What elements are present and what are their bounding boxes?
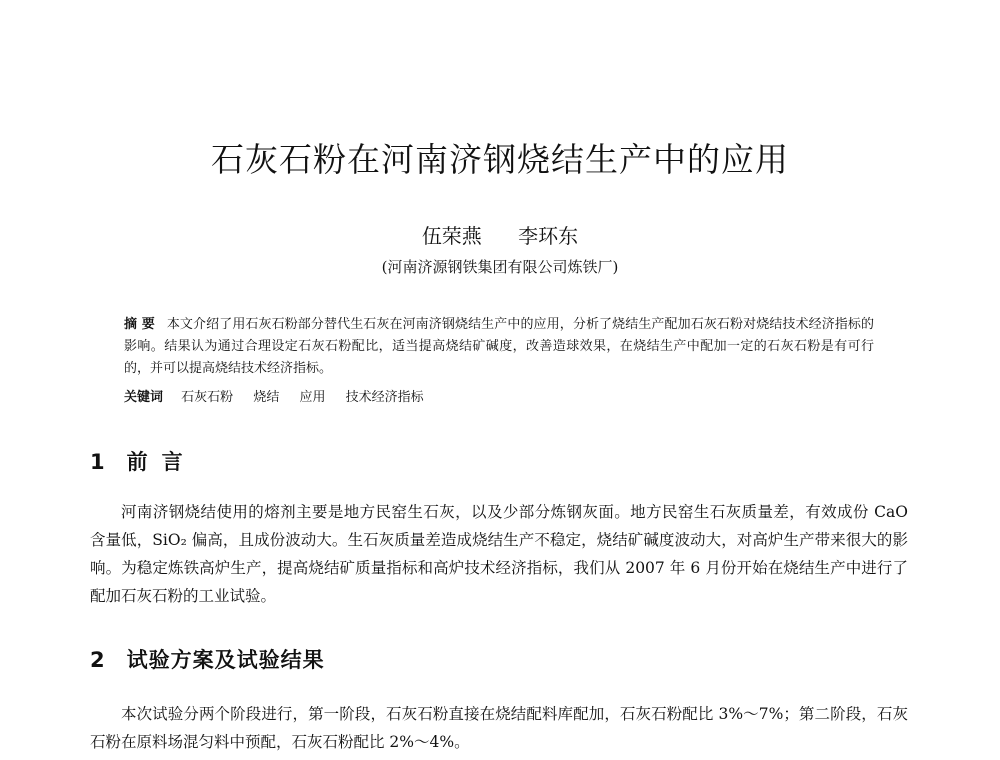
section-title: 试验方案及试验结果 [126,648,325,672]
section-heading [90,644,325,674]
abstract [124,314,874,380]
paper-title: 石灰石粉在河南济钢烧结生产中的应用 [211,140,789,179]
section-paragraph: 本次试验分两个阶段进行，第一阶段，石灰石粉直接在烧结配料库配加，石灰石粉配比 3%～7%；第二阶段，石灰石粉在原料场混匀料中预配，石灰石粉配比 2%～4%。 [90,705,908,751]
keywords-label: 关键词 [124,390,164,405]
author-name: 李环东 [518,224,579,248]
abstract-label: 摘 要 [124,317,155,332]
author-line [0,220,1000,249]
keyword: 技术经济指标 [345,390,424,405]
section-number: 1 [90,450,105,474]
keyword: 应用 [299,390,326,405]
author-name: 伍荣燕 [421,224,482,248]
abstract-text: 本文介绍了用石灰石粉部分替代生石灰在河南济钢烧结生产中的应用，分析了烧结生产配加石灰石粉对烧结技术经济指标的影响。结果认为通过合理设定石灰石粉配比，适当提高烧结矿碱度，改善造球效果，在烧结生产中配加一定的石灰石粉是有可行的，并可以提高烧结技术经济指标。 [124,317,874,376]
section-heading [90,446,197,476]
keywords [124,386,440,405]
section-paragraph: 河南济钢烧结使用的熔剂主要是地方民窑生石灰，以及少部分炼钢灰面。地方民窑生石灰质量差，有效成份 CaO 含量低，SiO₂ 偏高，且成份波动大。生石灰质量差造成烧结生产不稳定，烧结矿碱度波动大，对高炉生产带来很大的影响。为稳定炼铁高炉生产，提高烧结矿质量指标和高炉技术经济指标，我们从 2007 年 6 月份开始在烧结生产中进行了配加石灰石粉的工业试验。 [90,503,908,605]
section-number: 2 [90,648,105,672]
affiliation: (河南济源钢铁集团有限公司炼铁厂) [381,258,619,276]
section-title: 前言 [126,450,197,474]
keyword: 石灰石粉 [181,390,234,405]
keyword: 烧结 [253,390,280,405]
